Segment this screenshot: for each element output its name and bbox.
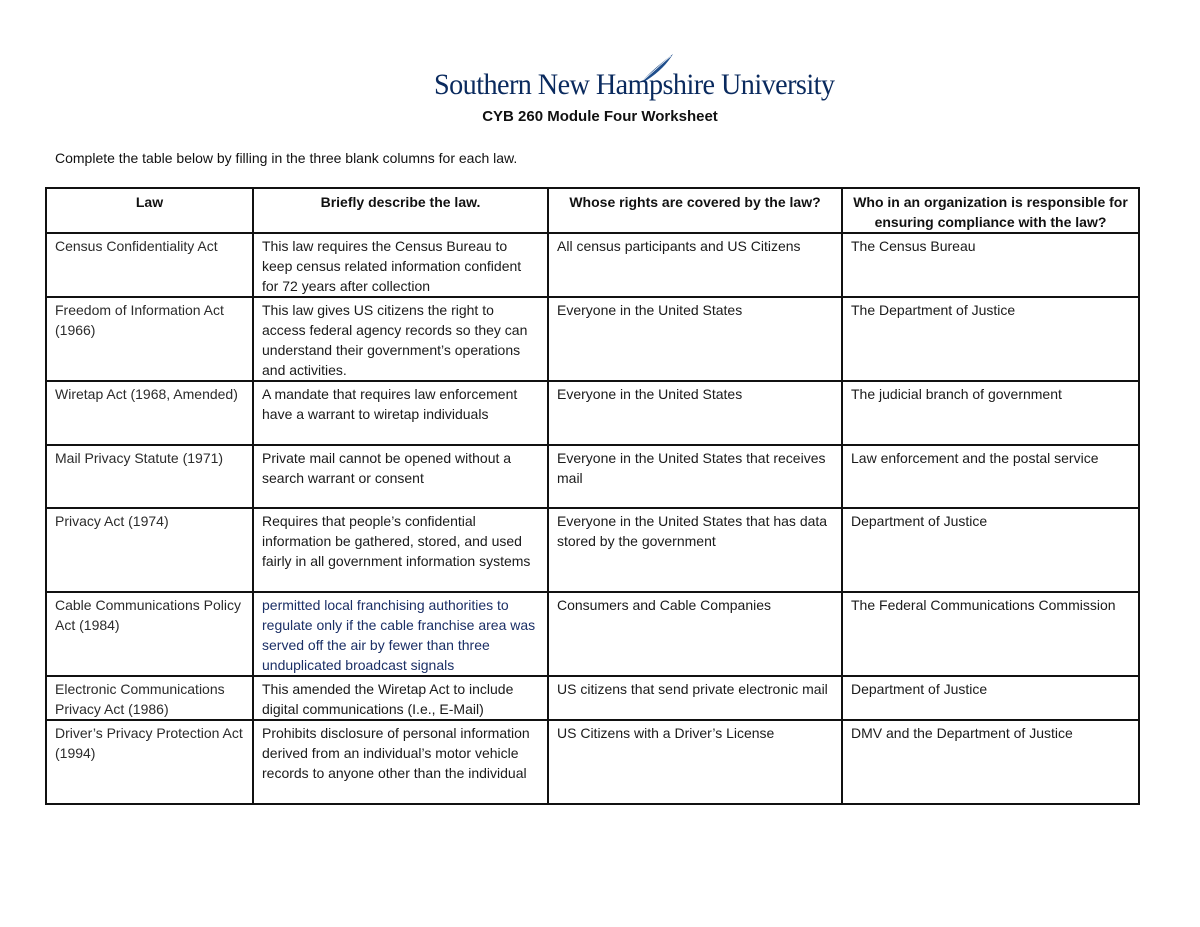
table-row — [46, 445, 1139, 508]
column-header-law: Law — [46, 188, 253, 233]
rights-cell: Everyone in the United States — [548, 381, 842, 445]
table-row — [46, 720, 1139, 804]
table-row — [46, 508, 1139, 592]
law-cell: Freedom of Information Act (1966) — [46, 297, 253, 381]
description-cell: Requires that people’s confidential information be gathered, stored, and used fairly in all government information systems — [253, 508, 548, 592]
responsible-cell: The Department of Justice — [842, 297, 1139, 381]
responsible-cell: The Census Bureau — [842, 233, 1139, 297]
description-cell: A mandate that requires law enforcement have a warrant to wiretap individuals — [253, 381, 548, 445]
rights-cell: Everyone in the United States that has data stored by the government — [548, 508, 842, 592]
column-header-rights: Whose rights are covered by the law? — [548, 188, 842, 233]
university-logo — [434, 52, 835, 104]
responsible-cell: The Federal Communications Commission — [842, 592, 1139, 676]
logo-wordmark: Southern New Hampshire University — [434, 68, 835, 101]
description-cell: This law requires the Census Bureau to keep census related information confident for 72 years after collection — [253, 233, 548, 297]
rights-cell: Everyone in the United States that receives mail — [548, 445, 842, 508]
responsible-cell: The judicial branch of government — [842, 381, 1139, 445]
description-cell: This law gives US citizens the right to access federal agency records so they can understand their government’s operations and activities. — [253, 297, 548, 381]
table-row — [46, 233, 1139, 297]
description-cell: Private mail cannot be opened without a search warrant or consent — [253, 445, 548, 508]
law-cell: Cable Communications Policy Act (1984) — [46, 592, 253, 676]
responsible-cell: Law enforcement and the postal service — [842, 445, 1139, 508]
law-cell: Privacy Act (1974) — [46, 508, 253, 592]
page-title: CYB 260 Module Four Worksheet — [482, 108, 718, 125]
law-cell: Electronic Communications Privacy Act (1986) — [46, 676, 253, 720]
table-header-row — [46, 188, 1139, 233]
rights-cell: Everyone in the United States — [548, 297, 842, 381]
law-cell: Mail Privacy Statute (1971) — [46, 445, 253, 508]
responsible-cell: Department of Justice — [842, 508, 1139, 592]
law-cell: Wiretap Act (1968, Amended) — [46, 381, 253, 445]
column-header-description: Briefly describe the law. — [253, 188, 548, 233]
law-cell: Census Confidentiality Act — [46, 233, 253, 297]
responsible-cell: DMV and the Department of Justice — [842, 720, 1139, 804]
laws-table — [45, 187, 1140, 805]
rights-cell: All census participants and US Citizens — [548, 233, 842, 297]
rights-cell: Consumers and Cable Companies — [548, 592, 842, 676]
description-cell: permitted local franchising authorities to regulate only if the cable franchise area was served off the air by fewer than three unduplicated broadcast signals — [253, 592, 548, 676]
description-cell: This amended the Wiretap Act to include digital communications (I.e., E-Mail) — [253, 676, 548, 720]
table-row — [46, 381, 1139, 445]
instructions-text: Complete the table below by filling in the three blank columns for each law. — [55, 150, 518, 166]
law-cell: Driver’s Privacy Protection Act (1994) — [46, 720, 253, 804]
table-row — [46, 592, 1139, 676]
table-row — [46, 297, 1139, 381]
column-header-responsible: Who in an organization is responsible for ensuring compliance with the law? — [842, 188, 1139, 233]
rights-cell: US Citizens with a Driver’s License — [548, 720, 842, 804]
table-row — [46, 676, 1139, 720]
responsible-cell: Department of Justice — [842, 676, 1139, 720]
rights-cell: US citizens that send private electronic mail — [548, 676, 842, 720]
description-cell: Prohibits disclosure of personal information derived from an individual’s motor vehicle records to anyone other than the individual — [253, 720, 548, 804]
